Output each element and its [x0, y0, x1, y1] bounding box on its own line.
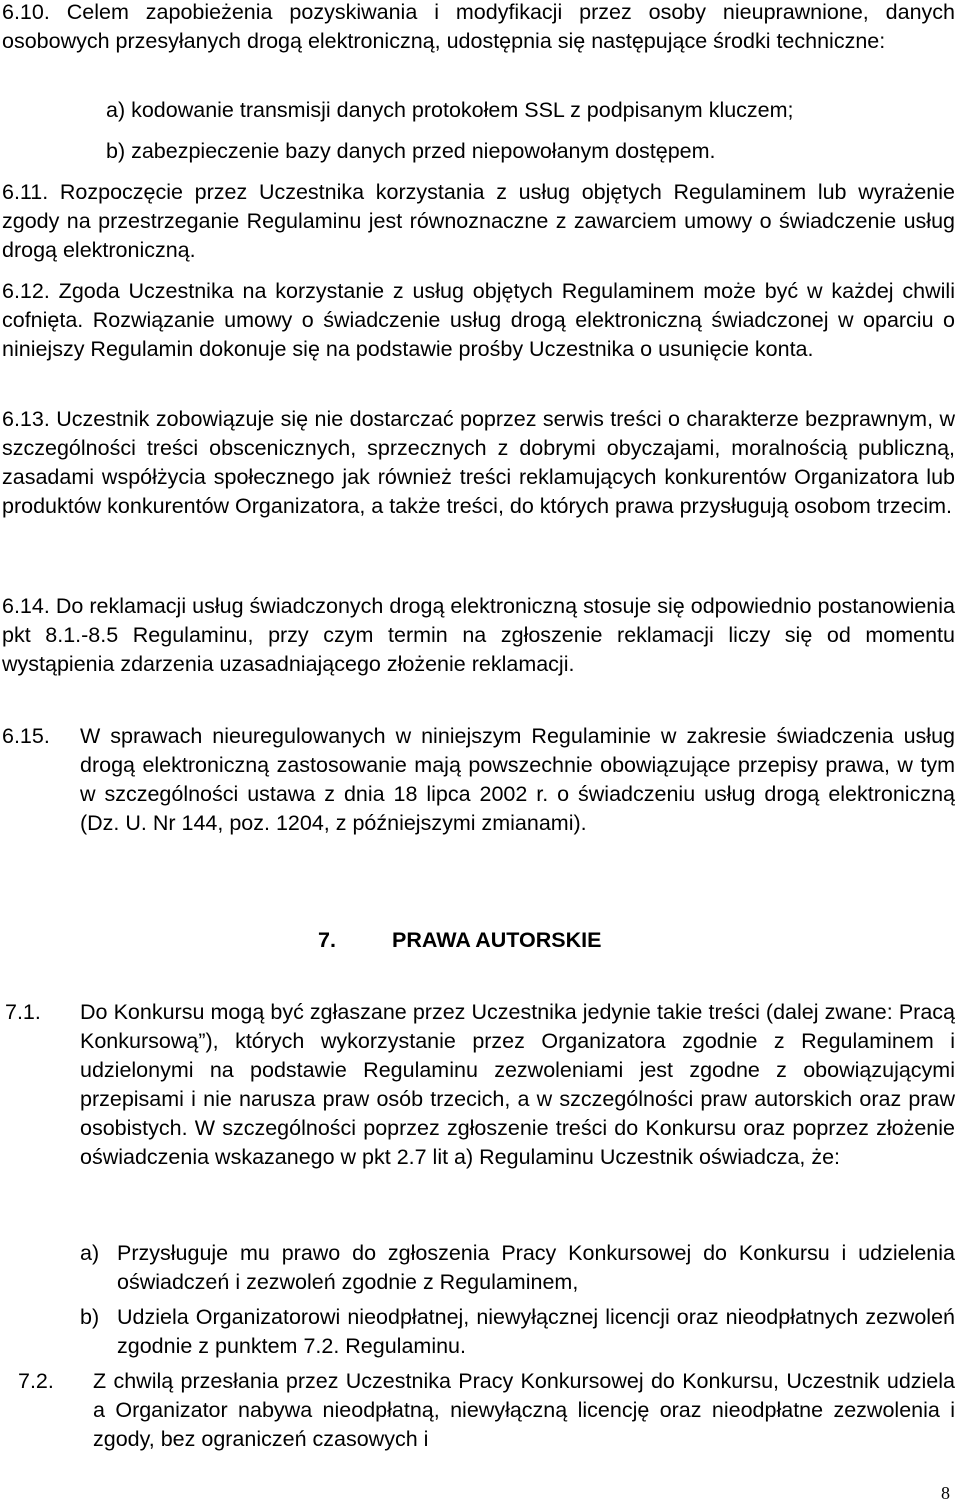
paragraph-6-10-item-a: a) kodowanie transmisji danych protokołem SSL z podpisanym kluczem; — [106, 98, 794, 122]
paragraph-7-2: Z chwilą przesłania przez Uczestnika Pracy Konkursowej do Konkursu, Uczestnik udziela a Organizator nabywa nieodpłatną, niewyłączną licencję oraz nieodpłatne zezwolenia i zgody, bez ograniczeń czasowych i — [93, 1369, 955, 1451]
section-7-title: PRAWA AUTORSKIE — [392, 928, 602, 952]
section-7-number: 7. — [318, 928, 336, 952]
paragraph-7-1: Do Konkursu mogą być zgłaszane przez Uczestnika jedynie takie treści (dalej zwane: Pracą Konkursową”), których wykorzystanie przez Organizatora zgodnie z Regulaminem i udzielonymi na podstawie Regulaminu zezwoleniami jest zgodne z obowiązującymi przepisami i nie narusza praw osób trzecich, a w szczególności praw autorskich oraz praw osobistych. W szczególności poprzez zgłoszenie treści do Konkursu oraz poprzez złożenie oświadczenia wskazanego w pkt 2.7 lit a) Regulaminu Uczestnik oświadcza, że: — [80, 1000, 955, 1169]
page-number: 8 — [941, 1483, 950, 1503]
paragraph-6-11: 6.11. Rozpoczęcie przez Uczestnika korzystania z usług objętych Regulaminem lub wyrażenie zgody na przestrzeganie Regulaminu jest równoznaczne z zawarciem umowy o świadczenie usług drogą elektroniczną. — [2, 180, 955, 262]
paragraph-7-1-item-a-label: a) — [80, 1241, 100, 1265]
paragraph-7-1-item-b: Udziela Organizatorowi nieodpłatnej, niewyłącznej licencji oraz nieodpłatnych zezwoleń zgodnie z punktem 7.2. Regulaminu. — [117, 1305, 955, 1358]
paragraph-6-12: 6.12. Zgoda Uczestnika na korzystanie z usług objętych Regulaminem może być w każdej chwili cofnięta. Rozwiązanie umowy o świadczenie usług drogą elektroniczną świadczonej w oparciu o niniejszy Regulamin dokonuje się na podstawie prośby Uczestnika o usunięcie konta. — [2, 279, 955, 361]
paragraph-6-10: 6.10. Celem zapobieżenia pozyskiwania i modyfikacji przez osoby nieuprawnione, danych osobowych przesyłanych drogą elektroniczną, udostępnia się następujące środki techniczne: — [2, 0, 955, 53]
paragraph-7-1-number: 7.1. — [5, 1000, 41, 1024]
paragraph-7-1-item-b-label: b) — [80, 1305, 100, 1329]
paragraph-6-15: W sprawach nieuregulowanych w niniejszym Regulaminie w zakresie świadczenia usług drogą elektroniczną zastosowanie mają powszechnie obowiązujące przepisy prawa, w tym w szczególności ustawa z dnia 18 lipca 2002 r. o świadczeniu usług drogą elektroniczną (Dz. U. Nr 144, poz. 1204, z późniejszymi zmianami). — [80, 724, 955, 835]
paragraph-6-13: 6.13. Uczestnik zobowiązuje się nie dostarczać poprzez serwis treści o charakterze bezprawnym, w szczególności treści obscenicznych, sprzecznych z dobrymi obyczajami, moralnością publiczną, zasadami współżycia społecznego jak również treści reklamujących konkurentów Organizatora lub produktów konkurentów Organizatora, a także treści, do których prawa przysługują osobom trzecim. — [2, 407, 955, 518]
paragraph-7-2-number: 7.2. — [18, 1369, 54, 1393]
paragraph-6-14: 6.14. Do reklamacji usług świadczonych drogą elektroniczną stosuje się odpowiednio postanowienia pkt 8.1.-8.5 Regulaminu, przy czym termin na zgłoszenie reklamacji liczy się od momentu wystąpienia zdarzenia uzasadniającego złożenie reklamacji. — [2, 594, 955, 676]
paragraph-6-15-number: 6.15. — [2, 724, 50, 748]
paragraph-6-10-item-b: b) zabezpieczenie bazy danych przed niepowołanym dostępem. — [106, 139, 716, 163]
paragraph-7-1-item-a: Przysługuje mu prawo do zgłoszenia Pracy Konkursowej do Konkursu i udzielenia oświadczeń i zezwoleń zgodnie z Regulaminem, — [117, 1241, 955, 1294]
